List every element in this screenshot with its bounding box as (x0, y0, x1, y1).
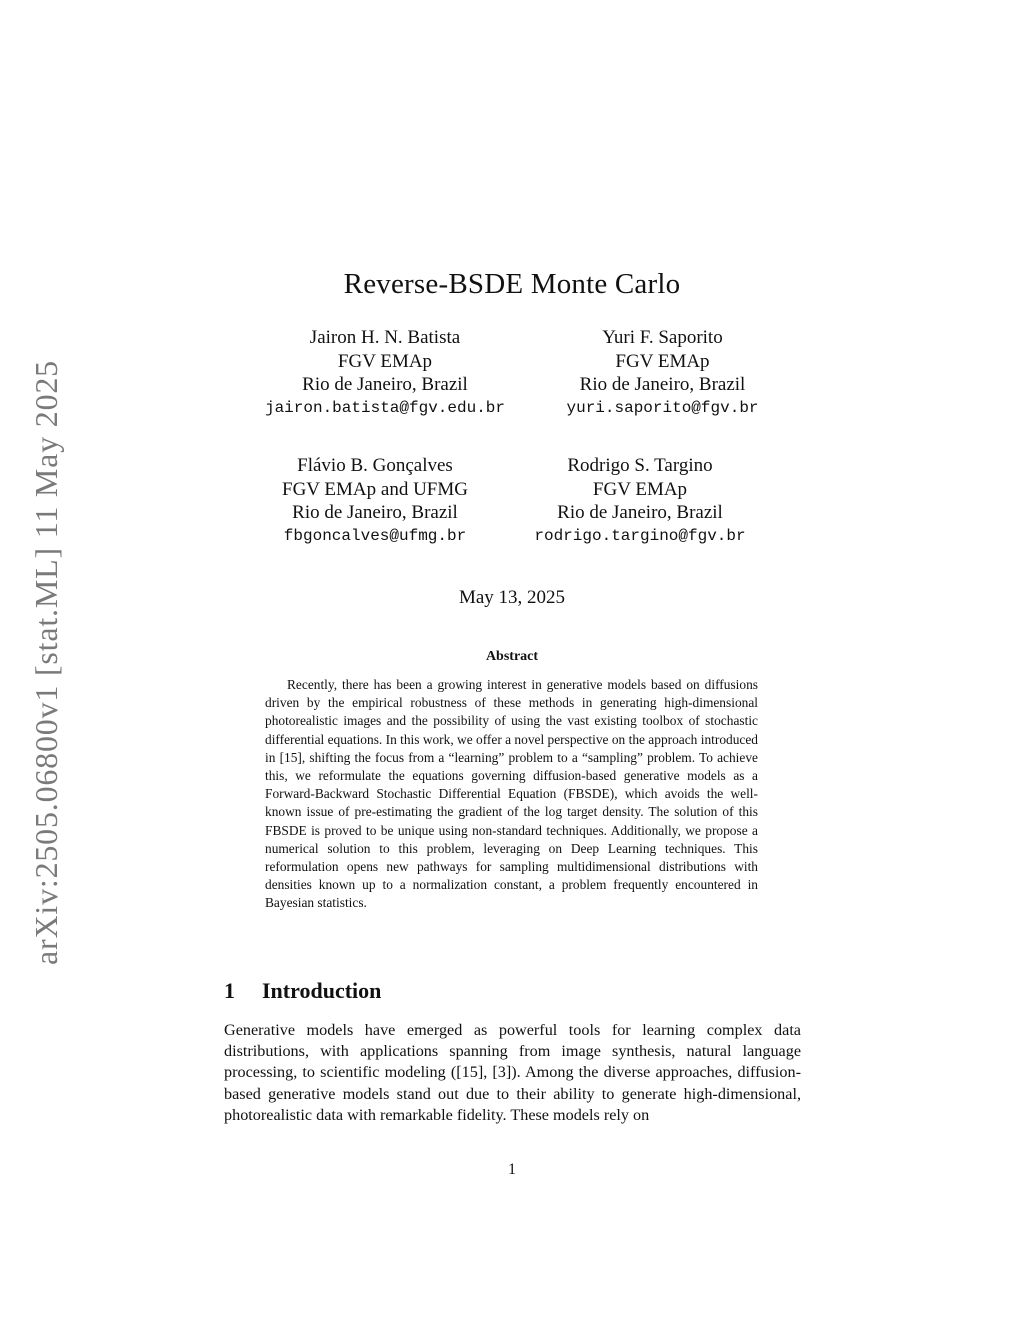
section-number: 1 (224, 978, 235, 1003)
author-email: yuri.saporito@fgv.br (566, 398, 759, 417)
page-number: 1 (508, 1161, 516, 1178)
author-block (230, 454, 520, 548)
author-email: rodrigo.targino@fgv.br (534, 526, 746, 545)
paper-date: May 13, 2025 (458, 587, 566, 608)
author-block (240, 326, 530, 420)
author-email: fbgoncalves@ufmg.br (283, 526, 467, 545)
author-affiliation: FGV EMAp (592, 478, 688, 500)
author-affiliation: FGV EMAp (615, 350, 710, 372)
author-location: Rio de Janeiro, Brazil (579, 374, 746, 395)
author-affiliation: FGV EMAp (337, 350, 433, 372)
author-name: Rodrigo S. Targino (567, 455, 713, 476)
author-name: Jairon H. N. Batista (309, 327, 461, 348)
author-block (515, 326, 810, 420)
abstract-text: Recently, there has been a growing interest in generative models based on diffusions driven by the empirical robustness of these methods in generating high-dimensional photorealistic images and the possibility of using the vast existing toolbox of stochastic differential equations. In this work, we offer a novel perspective on the approach introduced in [15], shifting the focus from a “learning” problem to a “sampling” problem. To achieve this, we reformulate the equations governing diffusion-based generative models as a Forward-Backward Stochastic Differential Equation (FBSDE), which avoids the well-known issue of pre-estimating the gradient of the log target density. The solution of this FBSDE is proved to be unique using non-standard techniques. Additionally, we propose a numerical solution to this problem, leveraging on Deep Learning techniques. This reformulation opens new pathways for sampling multidimensional distributions with densities known up to a normalization constant, a problem frequently encountered in Bayesian statistics. (265, 677, 758, 911)
author-location: Rio de Janeiro, Brazil (292, 502, 458, 523)
author-name: Yuri F. Saporito (602, 327, 723, 348)
section-title: Introduction (262, 978, 382, 1003)
author-block (495, 454, 785, 548)
author-location: Rio de Janeiro, Brazil (557, 502, 723, 523)
section-paragraph: Generative models have emerged as powerful tools for learning complex data distributions, with applications spanning from image synthesis, natural language processing, to scientific modeling ([15], [3]). Among the diverse approaches, diffusion-based generative models stand out due to their ability to generate high-dimensional, photorealistic data with remarkable fidelity. These models rely on (224, 1021, 801, 1124)
author-affiliation: FGV EMAp and UFMG (282, 478, 468, 500)
author-name: Flávio B. Gonçalves (297, 455, 453, 476)
section-heading (224, 978, 381, 1004)
abstract-heading: Abstract (485, 649, 539, 664)
author-location: Rio de Janeiro, Brazil (302, 374, 468, 395)
arxiv-stamp-text: arXiv:2505.06800v1 [stat.ML] 11 May 2025 (27, 359, 64, 965)
author-email: jairon.batista@fgv.edu.br (264, 398, 506, 417)
paper-title: Reverse-BSDE Monte Carlo (343, 268, 681, 300)
